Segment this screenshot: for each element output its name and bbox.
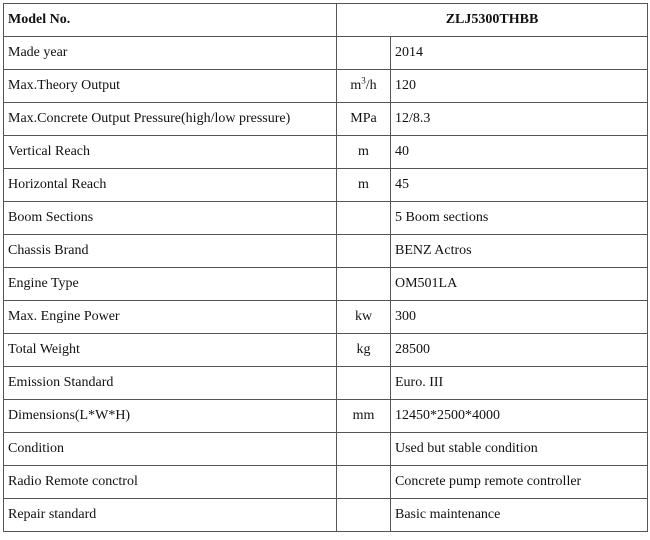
table-row bbox=[4, 334, 648, 367]
param-name: Engine Type bbox=[4, 268, 337, 301]
param-name: Radio Remote conctrol bbox=[4, 466, 337, 499]
param-unit bbox=[337, 367, 391, 400]
param-unit bbox=[337, 37, 391, 70]
table-row bbox=[4, 70, 648, 103]
param-name: Dimensions(L*W*H) bbox=[4, 400, 337, 433]
param-name: Max.Concrete Output Pressure(high/low pressure) bbox=[4, 103, 337, 136]
param-value: 300 bbox=[391, 301, 648, 334]
param-unit bbox=[337, 268, 391, 301]
param-name: Max.Theory Output bbox=[4, 70, 337, 103]
param-name: Boom Sections bbox=[4, 202, 337, 235]
param-value: BENZ Actros bbox=[391, 235, 648, 268]
param-unit bbox=[337, 235, 391, 268]
table-row bbox=[4, 37, 648, 70]
table-row bbox=[4, 268, 648, 301]
table-row bbox=[4, 235, 648, 268]
param-unit: m bbox=[337, 169, 391, 202]
param-name: Condition bbox=[4, 433, 337, 466]
unit-base: m bbox=[350, 78, 362, 93]
param-name: Made year bbox=[4, 37, 337, 70]
table-row bbox=[4, 103, 648, 136]
param-value: Basic maintenance bbox=[391, 499, 648, 532]
param-name: Emission Standard bbox=[4, 367, 337, 400]
param-unit: kw bbox=[337, 301, 391, 334]
table-row bbox=[4, 202, 648, 235]
param-value: Euro. III bbox=[391, 367, 648, 400]
table-row bbox=[4, 499, 648, 532]
param-value: 12/8.3 bbox=[391, 103, 648, 136]
param-name: Total Weight bbox=[4, 334, 337, 367]
param-unit: m bbox=[337, 136, 391, 169]
param-value: 12450*2500*4000 bbox=[391, 400, 648, 433]
table-row bbox=[4, 136, 648, 169]
param-name: Chassis Brand bbox=[4, 235, 337, 268]
param-value: 5 Boom sections bbox=[391, 202, 648, 235]
param-value: OM501LA bbox=[391, 268, 648, 301]
param-unit: MPa bbox=[337, 103, 391, 136]
param-name: Repair standard bbox=[4, 499, 337, 532]
param-name: Horizontal Reach bbox=[4, 169, 337, 202]
param-value: 28500 bbox=[391, 334, 648, 367]
model-no-value: ZLJ5300THBB bbox=[337, 4, 648, 37]
param-unit bbox=[337, 70, 391, 103]
param-unit bbox=[337, 433, 391, 466]
param-name: Max. Engine Power bbox=[4, 301, 337, 334]
table-header-row bbox=[4, 4, 648, 37]
param-unit: mm bbox=[337, 400, 391, 433]
table-row bbox=[4, 367, 648, 400]
table-row bbox=[4, 433, 648, 466]
param-value: 40 bbox=[391, 136, 648, 169]
param-unit: kg bbox=[337, 334, 391, 367]
table-row bbox=[4, 400, 648, 433]
param-value: 120 bbox=[391, 70, 648, 103]
param-unit bbox=[337, 466, 391, 499]
model-no-label: Model No. bbox=[4, 4, 337, 37]
table-row bbox=[4, 466, 648, 499]
spec-table bbox=[3, 3, 648, 532]
param-value: Concrete pump remote controller bbox=[391, 466, 648, 499]
param-unit bbox=[337, 202, 391, 235]
param-unit bbox=[337, 499, 391, 532]
param-value: 45 bbox=[391, 169, 648, 202]
unit-tail: /h bbox=[365, 78, 377, 93]
param-name: Vertical Reach bbox=[4, 136, 337, 169]
unit-superscript: 3 bbox=[361, 75, 366, 86]
param-value: 2014 bbox=[391, 37, 648, 70]
table-row bbox=[4, 169, 648, 202]
param-value: Used but stable condition bbox=[391, 433, 648, 466]
table-row bbox=[4, 301, 648, 334]
